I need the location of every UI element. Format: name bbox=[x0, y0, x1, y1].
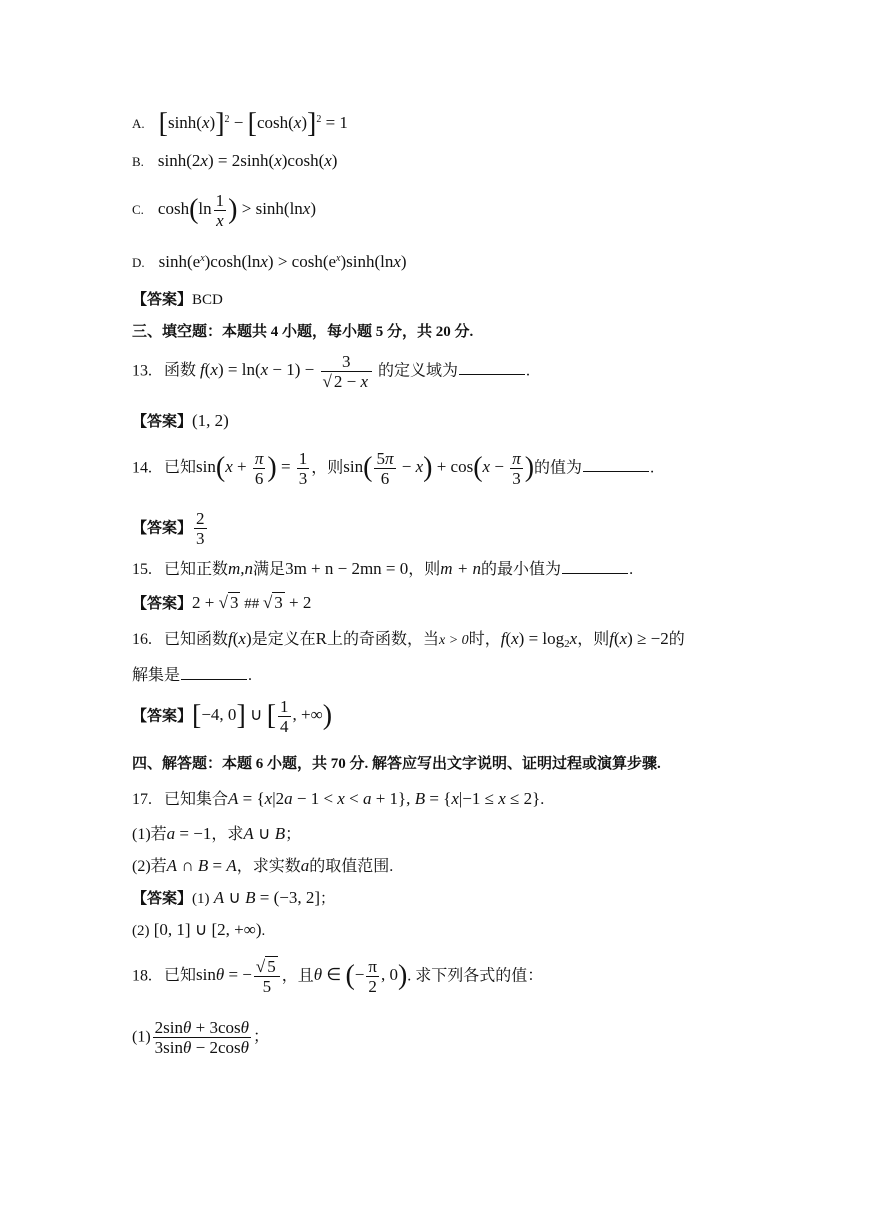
q16-answer-formula: [−4, 0] ∪ [ $\frac{1}{4}$ , +∞) bbox=[192, 697, 333, 736]
q17-part2-cond: A ∩ B = A bbox=[166, 856, 237, 875]
q14-tail: 的值为 bbox=[534, 459, 583, 477]
q17-sets: A = {x|2a − 1 < x < a + 1}, B = {x|−1 ≤ x ≤ 2} bbox=[228, 789, 541, 808]
q16-def: $f(x) = \log_2x$ bbox=[500, 629, 578, 650]
q16-cond: x > 0 bbox=[439, 633, 469, 648]
q16-answer-label: 【答案】 bbox=[132, 708, 193, 725]
q18-part1-label: (1) bbox=[132, 1028, 151, 1046]
q15-vars: m,n bbox=[228, 559, 254, 578]
q16-odd-text: 上的奇函数，当 bbox=[327, 631, 440, 648]
q15-cond-text: 满足 bbox=[253, 561, 286, 578]
q15-mid: ，则 bbox=[408, 561, 441, 578]
q17-part1-mid: ，求 bbox=[211, 826, 244, 843]
option-c-formula: cosh(ln $\frac{1}{x}$ ) > sinh(lnx) bbox=[157, 191, 317, 230]
question-16 bbox=[132, 630, 685, 650]
question-17: 17. 已知集合A = {x|2a − 1 < x < a + 1}, B = {x|−1 ≤ x ≤ 2}. bbox=[132, 789, 545, 808]
q18-interval: θ ∈ (− $\frac{\pi}{2}$ , 0) bbox=[313, 957, 408, 996]
option-d bbox=[132, 253, 407, 271]
q17-number: 17. bbox=[132, 791, 152, 808]
q16-blank bbox=[181, 679, 247, 680]
q17-lead: 已知集合 bbox=[164, 791, 229, 808]
q14-lead: 已知 bbox=[164, 459, 197, 477]
q17-ans1-label: (1) bbox=[192, 891, 210, 907]
q16-fx: f(x) bbox=[228, 629, 252, 648]
q16-answer bbox=[132, 698, 332, 735]
q16-when: 时， bbox=[468, 631, 501, 648]
q12-answer-value: BCD bbox=[192, 292, 223, 308]
q17-part1-expr: A ∪ B bbox=[243, 824, 286, 843]
question-14: 14. 已知sin(x + $\frac{\pi}{6}$ ) = $\frac{1}{3}$ ，则sin( $\frac{5\pi}{6}$ − x) + cos(x − $\frac{\pi}{3}$ )的值为 . bbox=[132, 449, 655, 488]
question-18 bbox=[132, 958, 543, 995]
q13-number: 13. bbox=[132, 362, 152, 380]
option-c-letter: C. bbox=[132, 202, 144, 218]
q12-answer-label: 【答案】 bbox=[132, 292, 193, 308]
q13-answer bbox=[132, 412, 229, 430]
q16-line2: 解集是 bbox=[132, 667, 181, 684]
q15-equation: 3m + n − 2mn = 0 bbox=[285, 559, 409, 578]
q15-or: ## bbox=[244, 596, 260, 612]
q13-answer-formula: (1, 2) bbox=[192, 411, 229, 430]
q13-blank bbox=[459, 374, 525, 375]
q18-part-1 bbox=[132, 1019, 269, 1056]
q17-part1-label: (1)若 bbox=[132, 826, 167, 843]
option-c bbox=[132, 192, 316, 229]
q14-expression: sin( $\frac{5\pi}{6}$ − x) + cos(x − $\frac{\pi}{3}$ ) bbox=[343, 449, 535, 488]
q15-blank bbox=[562, 573, 628, 574]
q14-number: 14. bbox=[132, 459, 152, 477]
q18-part1-formula: $\frac{2\sin\theta + 3\cos\theta}{3\sin\theta - 2\cos\theta}$ bbox=[154, 1018, 249, 1057]
q14-answer-formula: $\frac{2}{3}$ bbox=[196, 509, 205, 548]
question-15: 15. 已知正数m,n满足3m + n − 2mn = 0，则m + n的最小值为 . bbox=[132, 559, 634, 578]
q17-part2-mid: ，求实数 bbox=[236, 858, 301, 875]
q13-answer-label: 【答案】 bbox=[132, 414, 193, 430]
q17-part2-var: a bbox=[300, 856, 310, 875]
q14-mid: ，则 bbox=[311, 459, 344, 477]
q16-solve-text: 的 bbox=[668, 631, 685, 648]
q16-R: R bbox=[315, 629, 327, 648]
q16-number: 16. bbox=[132, 631, 152, 648]
q17-part-2 bbox=[132, 857, 393, 875]
q17-part2-end: 的取值范围. bbox=[309, 858, 394, 875]
q17-part-1 bbox=[132, 825, 301, 843]
q18-part1-end: ； bbox=[252, 1028, 269, 1046]
q17-ans2-formula: [0, 1] ∪ [2, +∞) bbox=[149, 920, 262, 939]
section-3-title: 三、填空题：本题共 4 小题，每小题 5 分，共 20 分. bbox=[132, 324, 474, 340]
option-b bbox=[132, 152, 337, 170]
question-13: 13. 函数 f(x) = ln(x − 1) − $\frac{3}{√ 2 - x}$ 的定义域为 . bbox=[132, 352, 530, 391]
q17-part1-cond: a = −1 bbox=[166, 824, 212, 843]
option-d-formula: $\sinh(e^x)\cosh(\ln x) > \cosh(e^x)\sinh(\ln x)$ bbox=[158, 252, 407, 271]
option-b-formula: sinh(2x) = 2sinh(x)cosh(x) bbox=[157, 151, 338, 170]
option-a-letter: A. bbox=[132, 115, 145, 131]
q15-number: 15. bbox=[132, 561, 152, 578]
q14-answer bbox=[132, 510, 209, 547]
q17-part2-label: (2)若 bbox=[132, 858, 167, 875]
question-16-line-2: 解集是 . bbox=[132, 667, 253, 684]
q13-formula: f(x) = ln(x − 1) − $\frac{3}{√ 2 - x}$ bbox=[200, 360, 374, 379]
q15-answer-formula-1: 2 + √ 3 bbox=[192, 593, 239, 612]
q17-ans2-label: (2) bbox=[132, 923, 150, 939]
q15-expr: m + n bbox=[440, 559, 482, 578]
q15-answer-formula-2: √ 3 + 2 bbox=[262, 593, 312, 612]
q17-answer-label: 【答案】 bbox=[132, 891, 193, 907]
q16-lead: 已知函数 bbox=[164, 631, 229, 648]
q17-ans2-end: . bbox=[261, 923, 266, 939]
q18-mid: ，且 bbox=[281, 967, 314, 985]
q17-part1-end: ； bbox=[285, 826, 302, 843]
q15-tail: 的最小值为 bbox=[481, 561, 562, 578]
option-d-letter: D. bbox=[132, 255, 145, 270]
q18-number: 18. bbox=[132, 967, 152, 985]
q13-lead: 函数 bbox=[164, 362, 197, 380]
q17-ans1-end: ； bbox=[320, 891, 336, 907]
option-a bbox=[132, 110, 348, 138]
q16-is-text: 是定义在 bbox=[251, 631, 316, 648]
q16-ineq: f(x) ≥ −2 bbox=[609, 629, 669, 648]
q18-lead: 已知 bbox=[164, 967, 197, 985]
q17-ans1-formula: A ∪ B = (−3, 2] bbox=[213, 888, 320, 907]
q18-condition: sinθ = − $\frac{√ 5}{5}$ bbox=[196, 965, 282, 984]
q17-answer-2 bbox=[132, 921, 265, 939]
option-a-formula: $[\sinh(x)]^2 - [\cosh(x)]^2 = 1$ bbox=[158, 108, 348, 139]
q14-answer-label: 【答案】 bbox=[132, 520, 193, 537]
section-4-title: 四、解答题：本题 6 小题，共 70 分. 解答应写出文字说明、证明过程或演算步骤. bbox=[132, 756, 661, 772]
q15-answer bbox=[132, 594, 311, 612]
q14-condition: sin(x + $\frac{\pi}{6}$ ) = $\frac{1}{3}$ bbox=[196, 449, 308, 488]
q18-tail: . 求下列各式的值： bbox=[407, 967, 544, 985]
q12-answer bbox=[132, 293, 223, 308]
option-b-letter: B. bbox=[132, 154, 144, 169]
q13-tail: 的定义域为 bbox=[377, 362, 458, 380]
q15-answer-label: 【答案】 bbox=[132, 596, 193, 612]
q16-then: ，则 bbox=[577, 631, 610, 648]
q15-lead: 已知正数 bbox=[164, 561, 229, 578]
q14-blank bbox=[583, 471, 649, 472]
q17-answer bbox=[132, 889, 335, 907]
